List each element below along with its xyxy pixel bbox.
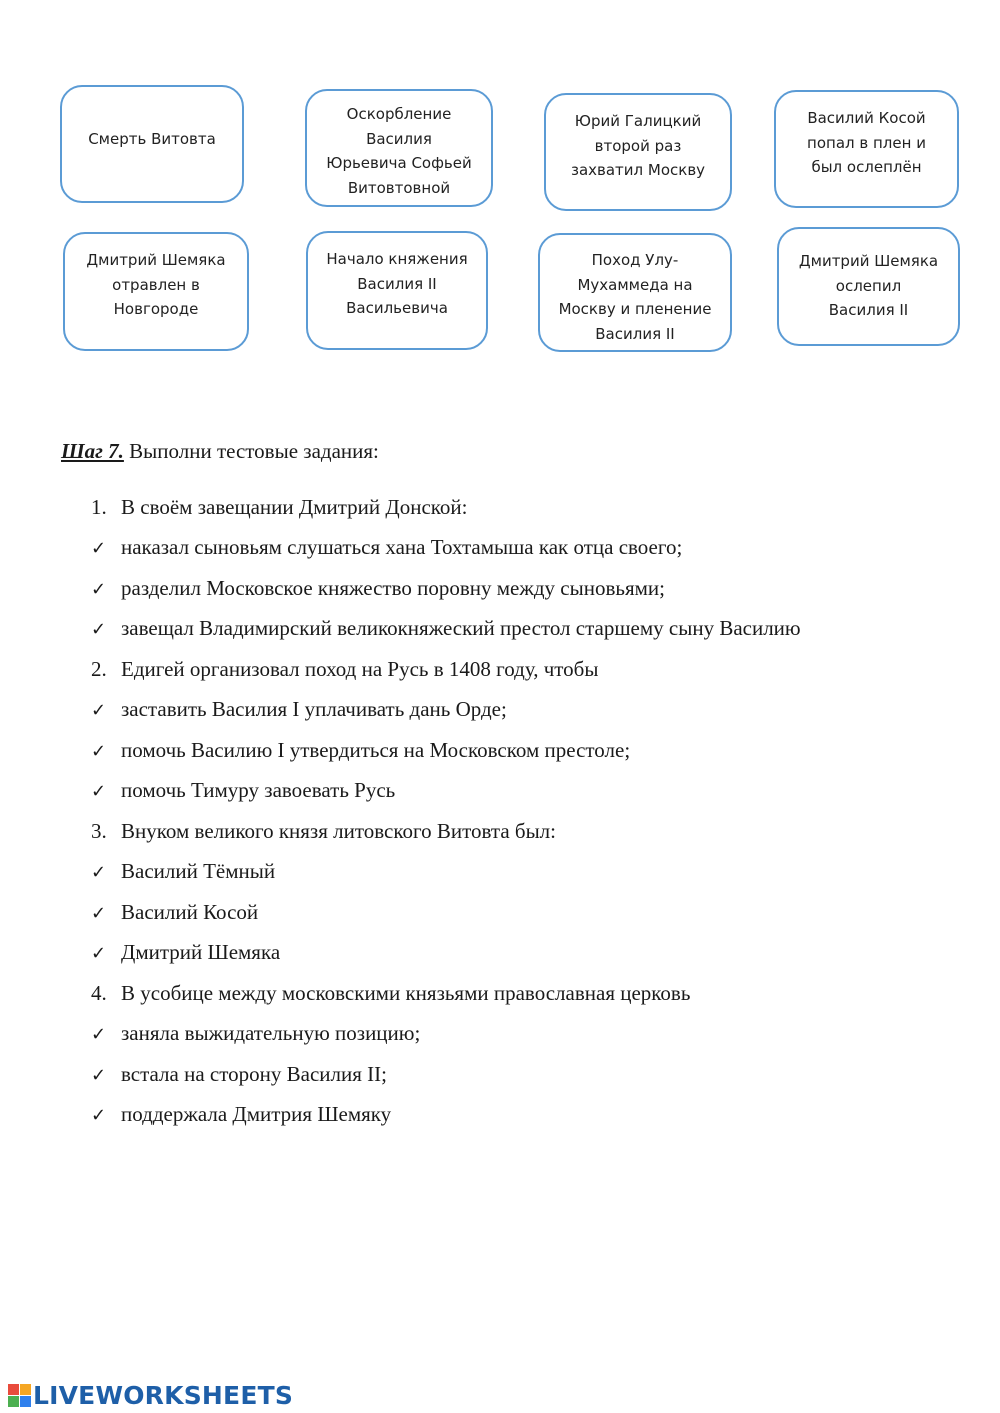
question-text: Едигей организовал поход на Русь в 1408 году, чтобы [121,657,599,681]
check-icon: ✓ [91,1065,107,1086]
option-text: разделил Московское княжество поровну между сыновьями; [121,576,665,600]
check-icon: ✓ [91,538,107,559]
event-card-shemyaka-poisoned[interactable]: Дмитрий Шемяка отравлен в Новгороде [63,232,249,351]
question-3 [91,817,556,845]
check-icon: ✓ [91,903,107,924]
check-icon: ✓ [91,579,107,600]
question-1-option-3[interactable] [91,614,801,644]
event-card-yuri-galitsky-moscow[interactable]: Юрий Галицкий второй раз захватил Москву [544,93,732,211]
event-card-shemyaka-blinded-vasily[interactable]: Дмитрий Шемяка ослепил Василия II [777,227,960,346]
option-text: поддержала Дмитрия Шемяку [121,1102,392,1126]
option-text: Дмитрий Шемяка [121,940,281,964]
question-number: 4. [91,981,107,1005]
step-instruction: Выполни тестовые задания: [123,439,379,463]
question-3-option-3[interactable] [91,938,280,968]
option-text: Василий Косой [121,900,259,924]
question-2-option-1[interactable] [91,695,507,725]
step-heading [61,437,379,465]
check-icon: ✓ [91,862,107,883]
question-text: Внуком великого князя литовского Витовта был: [121,819,556,843]
question-4-option-1[interactable] [91,1019,420,1049]
check-icon: ✓ [91,943,107,964]
option-text: наказал сыновьям слушаться хана Тохтамыша как отца своего; [121,535,683,559]
question-1-option-2[interactable] [91,574,665,604]
check-icon: ✓ [91,741,107,762]
question-3-option-1[interactable] [91,857,275,887]
check-icon: ✓ [91,1105,107,1126]
option-text: заняла выжидательную позицию; [121,1021,421,1045]
option-text: встала на сторону Василия II; [121,1062,387,1086]
question-number: 1. [91,495,107,519]
question-1-option-1[interactable] [91,533,682,563]
logo-block [20,1384,31,1395]
question-text: В усобице между московскими князьями православная церковь [121,981,691,1005]
option-text: завещал Владимирский великокняжеский престол старшему сыну Василию [121,616,801,640]
check-icon: ✓ [91,619,107,640]
check-icon: ✓ [91,1024,107,1045]
logo-block [8,1384,19,1395]
check-icon: ✓ [91,781,107,802]
event-card-insult-vasily-yurievich[interactable]: Оскорбление Василия Юрьевича Софьей Витовтовной [305,89,493,207]
question-2 [91,655,598,683]
event-card-vasily-kosoy-blinded[interactable]: Василий Косой попал в плен и был ослеплён [774,90,959,208]
question-4-option-3[interactable] [91,1100,391,1130]
question-number: 2. [91,657,107,681]
question-number: 3. [91,819,107,843]
option-text: заставить Василия I уплачивать дань Орде; [121,697,507,721]
option-text: Василий Тёмный [121,859,276,883]
option-text: помочь Тимуру завоевать Русь [121,778,396,802]
liveworksheets-logo [8,1380,293,1410]
step-label: Шаг 7. [61,439,124,463]
question-text: В своём завещании Дмитрий Донской: [121,495,468,519]
question-2-option-3[interactable] [91,776,395,806]
event-card-death-vitovt[interactable]: Смерть Витовта [60,85,244,203]
logo-blocks-icon [8,1384,31,1407]
logo-block [8,1396,19,1407]
option-text: помочь Василию I утвердиться на Московском престоле; [121,738,631,762]
question-4 [91,979,690,1007]
event-card-reign-vasily-ii[interactable]: Начало княжения Василия II Васильевича [306,231,488,350]
event-card-ulu-muhammad-campaign[interactable]: Поход Улу- Мухаммеда на Москву и пленение Василия II [538,233,732,352]
question-2-option-2[interactable] [91,736,630,766]
question-3-option-2[interactable] [91,898,258,928]
logo-text: LIVEWORKSHEETS [33,1380,294,1410]
question-1 [91,493,468,521]
logo-block [20,1396,31,1407]
check-icon: ✓ [91,700,107,721]
question-4-option-2[interactable] [91,1060,387,1090]
